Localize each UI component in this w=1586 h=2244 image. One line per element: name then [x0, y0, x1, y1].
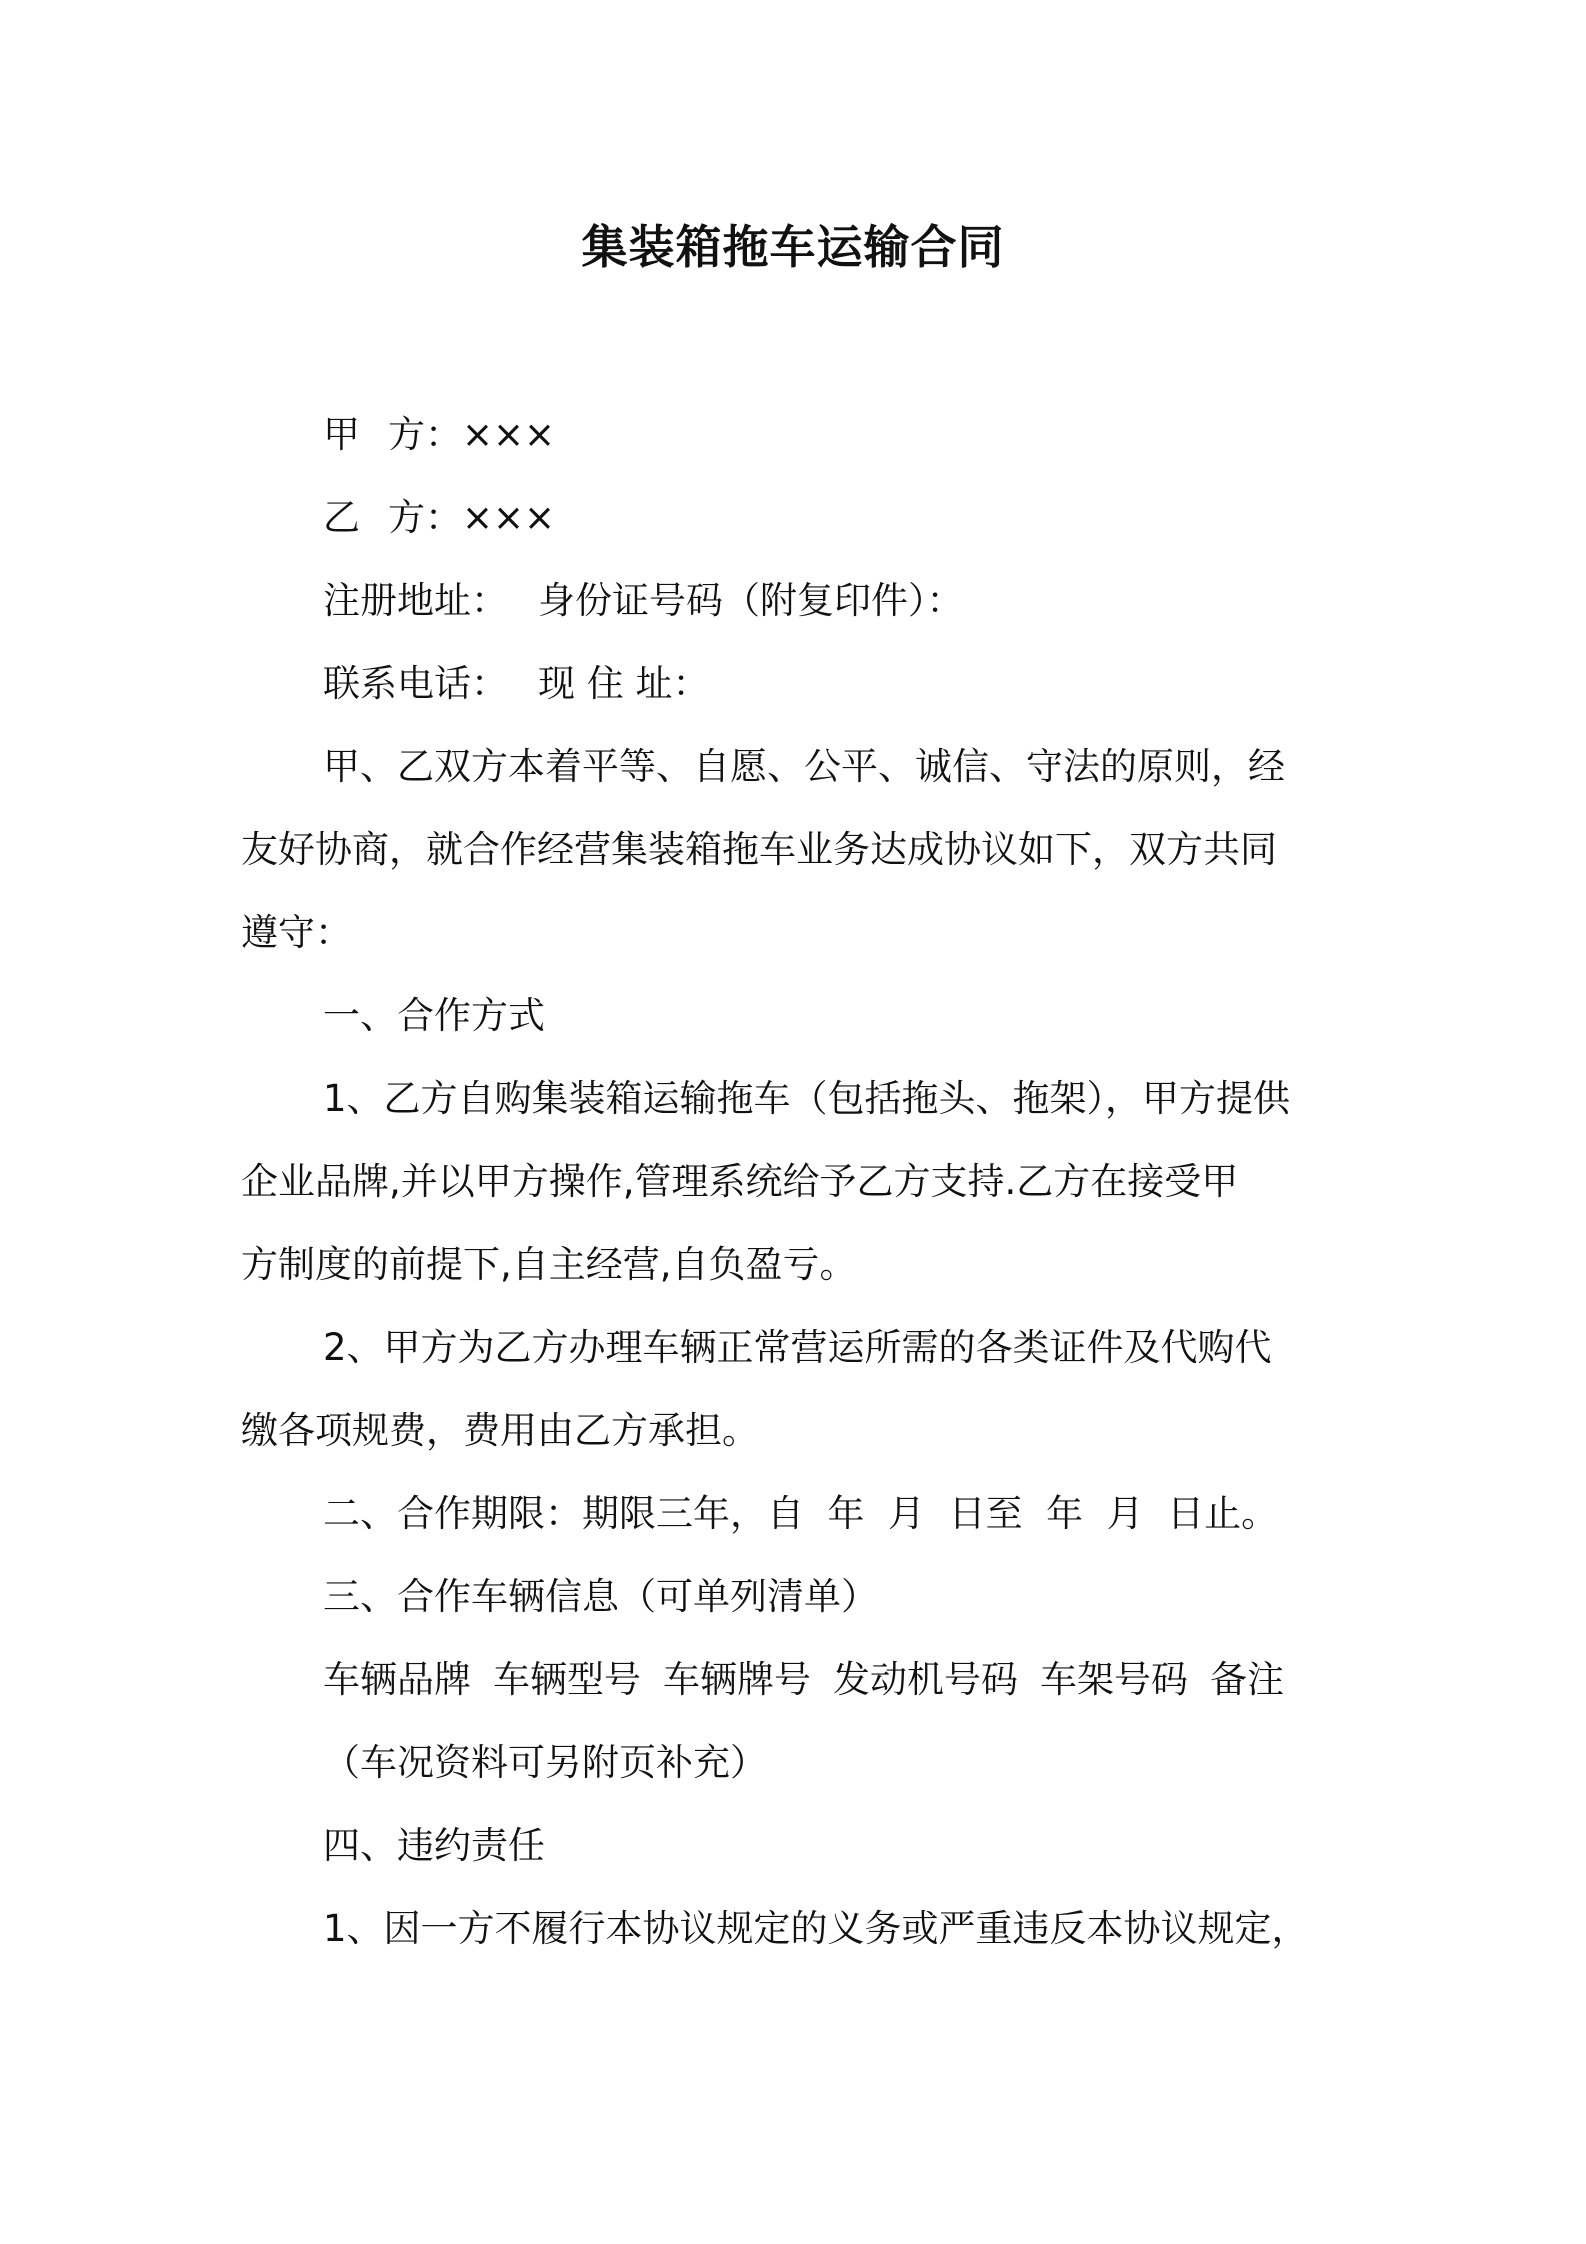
party-b-line	[323, 490, 555, 546]
registration-address-label: 注册地址：	[323, 579, 508, 622]
section-1-item-2-line-2: 缴各项规费，费用由乙方承担。	[241, 1409, 759, 1452]
preamble-line-1: 甲、乙双方本着平等、自愿、公平、诚信、守法的原则，经	[323, 745, 1285, 788]
party-b-value: ×××	[462, 496, 556, 539]
party-a-value: ×××	[462, 413, 556, 456]
party-a-label-char1: 甲	[323, 413, 360, 456]
column-vehicle-brand: 车辆品牌	[323, 1658, 471, 1701]
preamble-line-3: 遵守：	[241, 911, 352, 954]
id-number-label: 身份证号码（附复印件）：	[538, 579, 964, 622]
phone-label: 联系电话：	[323, 662, 508, 705]
party-b-label-char1: 乙	[323, 496, 360, 539]
column-frame-number: 车架号码	[1040, 1658, 1188, 1701]
contact-line	[323, 656, 710, 712]
vehicle-info-columns	[323, 1652, 1284, 1708]
section-1-heading: 一、合作方式	[323, 994, 545, 1037]
current-address-label: 现 住 址：	[538, 662, 710, 705]
vehicle-info-note: （车况资料可另附页补充）	[323, 1741, 767, 1784]
column-plate-number: 车辆牌号	[663, 1658, 811, 1701]
column-remarks: 备注	[1210, 1658, 1284, 1701]
party-a-line	[323, 407, 555, 463]
column-vehicle-model: 车辆型号	[493, 1658, 641, 1701]
section-1-item-2-line-1: 2、甲方为乙方办理车辆正常营运所需的各类证件及代购代	[323, 1326, 1272, 1369]
section-1-item-1-line-2: 企业品牌,并以甲方操作,管理系统给予乙方支持.乙方在接受甲	[241, 1160, 1239, 1203]
section-4-heading: 四、违约责任	[323, 1824, 545, 1867]
party-a-label-char2: 方：	[388, 413, 462, 456]
section-2-cooperation-period: 二、合作期限：期限三年，自 年 月 日至 年 月 日止。	[323, 1492, 1279, 1535]
section-1-item-1-line-1: 1、乙方自购集装箱运输拖车（包括拖头、拖架），甲方提供	[323, 1077, 1291, 1120]
registration-line	[323, 573, 964, 629]
section-1-item-1-line-3: 方制度的前提下,自主经营,自负盈亏。	[241, 1243, 857, 1286]
page-title: 集装箱拖车运输合同	[581, 220, 1005, 274]
section-4-item-1-line-1: 1、因一方不履行本协议规定的义务或严重违反本协议规定，	[323, 1907, 1309, 1950]
party-b-label-char2: 方：	[388, 496, 462, 539]
preamble-line-2: 友好协商，就合作经营集装箱拖车业务达成协议如下，双方共同	[241, 828, 1277, 871]
section-3-heading: 三、合作车辆信息（可单列清单）	[323, 1575, 878, 1618]
column-engine-number: 发动机号码	[833, 1658, 1018, 1701]
